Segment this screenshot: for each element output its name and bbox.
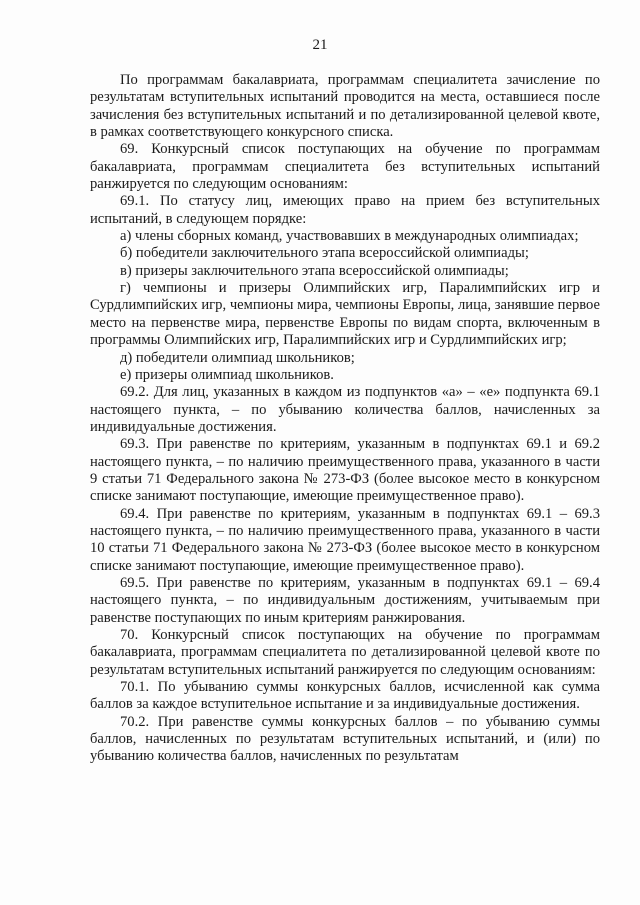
paragraph-69-4: 69.4. При равенстве по критериям, указанным в подпунктах 69.1 – 69.3 настоящего пункта, – по наличию преимущественного права, указанного в части 10 статьи 71 Федерального закона № 273-ФЗ (более высокое место в конкурсном списке занимают поступающие, имеющие преимущественное право). (90, 505, 600, 574)
list-item-g: г) чемпионы и призеры Олимпийских игр, Паралимпийских игр и Сурдлимпийских игр, чемпионы мира, чемпионы Европы, лица, занявшие первое место на первенстве мира, первенстве Европы по видам спорта, включенным в программы Олимпийских игр, Паралимпийских игр и Сурдлимпийских игр; (90, 280, 600, 349)
list-item-d: д) победители олимпиад школьников; (120, 349, 355, 366)
paragraph-69-2: 69.2. Для лиц, указанных в каждом из подпунктов «а» – «е» подпункта 69.1 настоящего пункта, – по убыванию количества баллов, начисленных за индивидуальные достижения. (90, 384, 600, 435)
paragraph-70: 70. Конкурсный список поступающих на обучение по программам бакалавриата, программам специалитета по детализированной целевой квоте по результатам вступительных испытаний ранжируется по следующим основаниям: (90, 627, 600, 678)
paragraph-69: 69. Конкурсный список поступающих на обучение по программам бакалавриата, программам специалитета без вступительных испытаний ранжируется по следующим основаниям: (90, 141, 600, 193)
list-item-a: а) члены сборных команд, участвовавших в международных олимпиадах; (120, 228, 579, 245)
document-body (90, 72, 600, 766)
paragraph-69-3: 69.3. При равенстве по критериям, указанным в подпунктах 69.1 и 69.2 настоящего пункта, – по наличию преимущественного права, указанного в части 9 статьи 71 Федерального закона № 273-ФЗ (более высокое место в конкурсном списке занимают поступающие, имеющие преимущественное право). (90, 436, 600, 505)
list-item-b: б) победители заключительного этапа всероссийской олимпиады; (120, 245, 529, 262)
page-number: 21 (312, 37, 328, 53)
paragraph-70-2: 70.2. При равенстве суммы конкурсных баллов – по убыванию суммы баллов, начисленных по результатам вступительных испытаний, и (или) по убыванию количества баллов, начисленных по результатам (90, 713, 600, 765)
paragraph-enrollment-intro: По программам бакалавриата, программам специалитета зачисление по результатам вступительных испытаний проводится на места, оставшиеся после зачисления без вступительных испытаний и по детализированной целевой квоте, в рамках соответствующего конкурсного списка. (90, 72, 600, 141)
list-item-v: в) призеры заключительного этапа всероссийской олимпиады; (120, 262, 509, 279)
paragraph-70-1: 70.1. По убыванию суммы конкурсных баллов, исчисленной как сумма баллов за каждое вступительное испытание и за индивидуальные достижения. (90, 679, 600, 713)
list-item-e: е) призеры олимпиад школьников. (120, 366, 334, 383)
paragraph-69-1: 69.1. По статусу лиц, имеющих право на прием без вступительных испытаний, в следующем порядке: (90, 193, 600, 227)
paragraph-69-5: 69.5. При равенстве по критериям, указанным в подпунктах 69.1 – 69.4 настоящего пункта, – по индивидуальным достижениям, учитываемым при равенстве поступающих по иным критериям ранжирования. (90, 574, 600, 626)
